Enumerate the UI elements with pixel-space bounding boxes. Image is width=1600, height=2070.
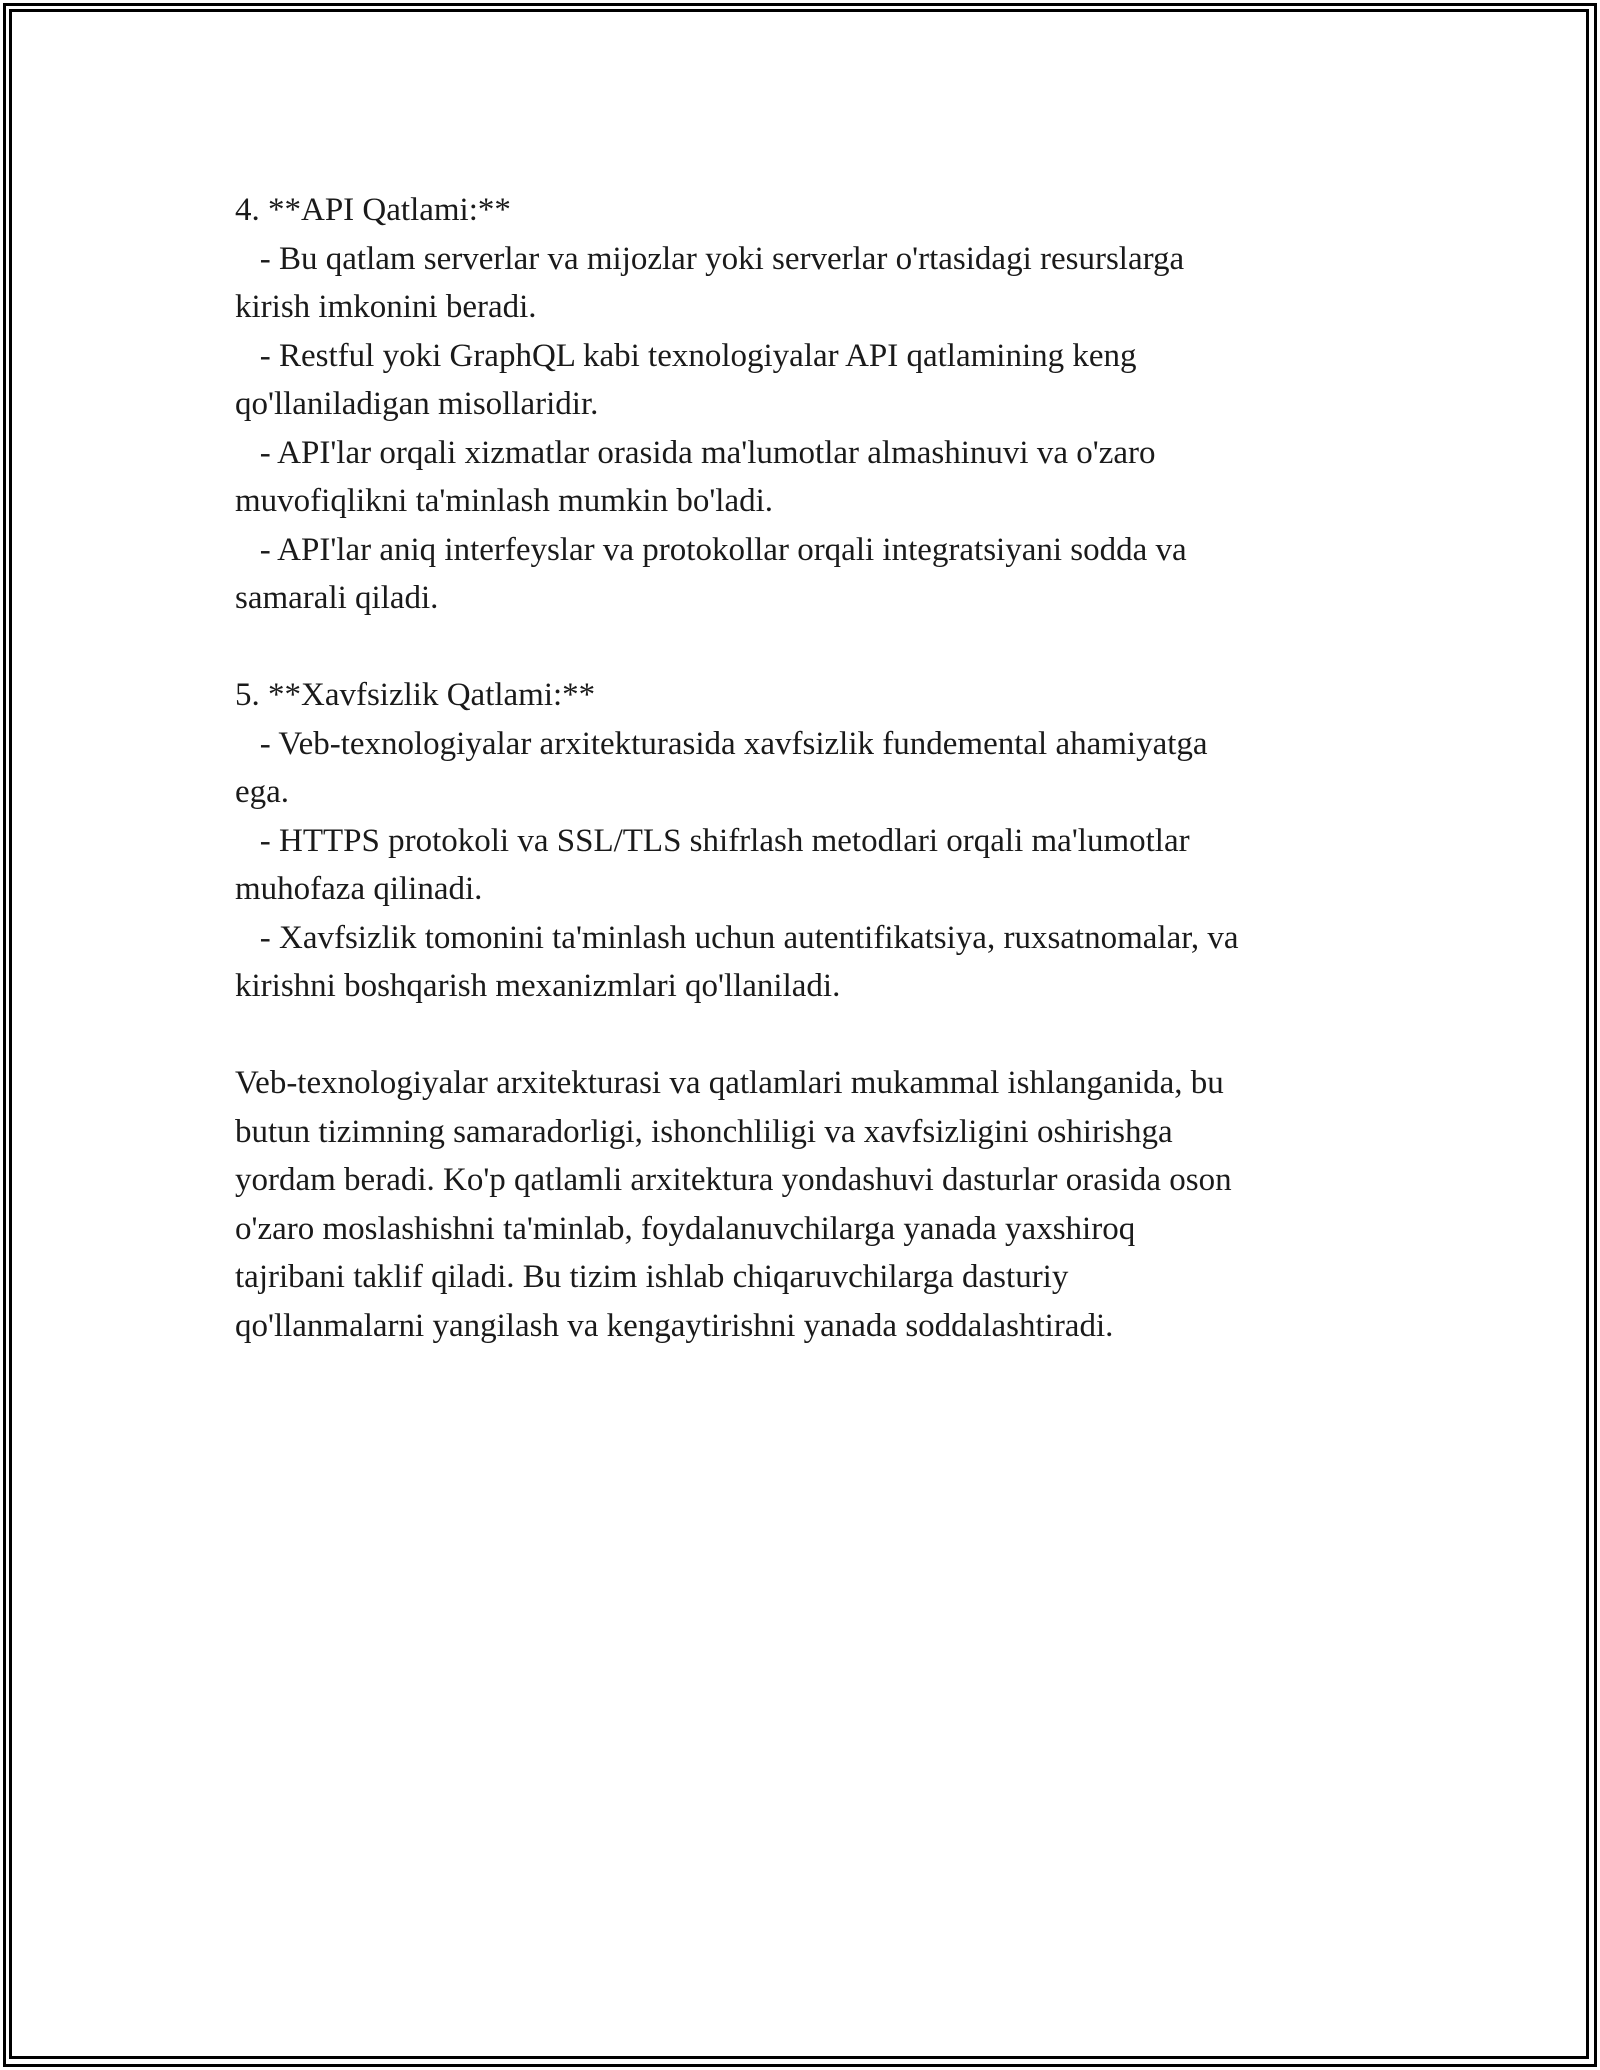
bullet-line: - Bu qatlam serverlar va mijozlar yoki serverlar o'rtasidagi resurslarga <box>235 240 1185 277</box>
bullet-line: ega. <box>235 774 290 810</box>
paragraph-line: o'zaro moslashishni ta'minlab, foydalanuvchilarga yanada yaxshiroq <box>235 1210 1136 1247</box>
bullet-line: samarali qiladi. <box>235 580 439 616</box>
bullet-line: qo'llaniladigan misollaridir. <box>235 386 599 422</box>
paragraph-line: Veb-texnologiyalar arxitekturasi va qatlamlari mukammal ishlanganida, bu <box>235 1065 1224 1101</box>
bullet-line: - HTTPS protokoli va SSL/TLS shifrlash metodlari orqali ma'lumotlar <box>235 822 1190 859</box>
bullet-line: - Restful yoki GraphQL kabi texnologiyalar API qatlamining keng <box>235 337 1137 374</box>
section-heading: 5. **Xavfsizlik Qatlami:** <box>235 677 596 713</box>
bullet-line: muhofaza qilinadi. <box>235 871 483 907</box>
paragraph-line: tajribani taklif qiladi. Bu tizim ishlab chiqaruvchilarga dasturiy <box>235 1259 1069 1295</box>
bullet-line: kirish imkonini beradi. <box>235 289 537 325</box>
paragraph-line: butun tizimning samaradorligi, ishonchliligi va xavfsizligini oshirishga <box>235 1113 1173 1150</box>
conclusion-paragraph <box>235 1059 1375 1350</box>
document-body <box>235 186 1375 1350</box>
section-api-layer <box>235 186 1375 623</box>
bullet-line: muvofiqlikni ta'minlash mumkin bo'ladi. <box>235 483 774 519</box>
bullet-line: - API'lar orqali xizmatlar orasida ma'lumotlar almashinuvi va o'zaro <box>235 434 1156 471</box>
paragraph-line: yordam beradi. Ko'p qatlamli arxitektura yondashuvi dasturlar orasida oson <box>235 1162 1232 1198</box>
paragraph-gap <box>235 1011 1375 1060</box>
bullet-line: - Xavfsizlik tomonini ta'minlash uchun autentifikatsiya, ruxsatnomalar, va <box>235 919 1239 956</box>
bullet-line: - Veb-texnologiyalar arxitekturasida xavfsizlik fundemental ahamiyatga <box>235 725 1208 762</box>
bullet-line: kirishni boshqarish mexanizmlari qo'llaniladi. <box>235 968 841 1004</box>
paragraph-gap <box>235 623 1375 672</box>
bullet-line: - API'lar aniq interfeyslar va protokollar orqali integratsiyani sodda va <box>235 531 1187 568</box>
paragraph-line: qo'llanmalarni yangilash va kengaytirishni yanada soddalashtiradi. <box>235 1307 1114 1344</box>
section-heading: 4. **API Qatlami:** <box>235 192 511 228</box>
section-security-layer <box>235 671 1375 1011</box>
